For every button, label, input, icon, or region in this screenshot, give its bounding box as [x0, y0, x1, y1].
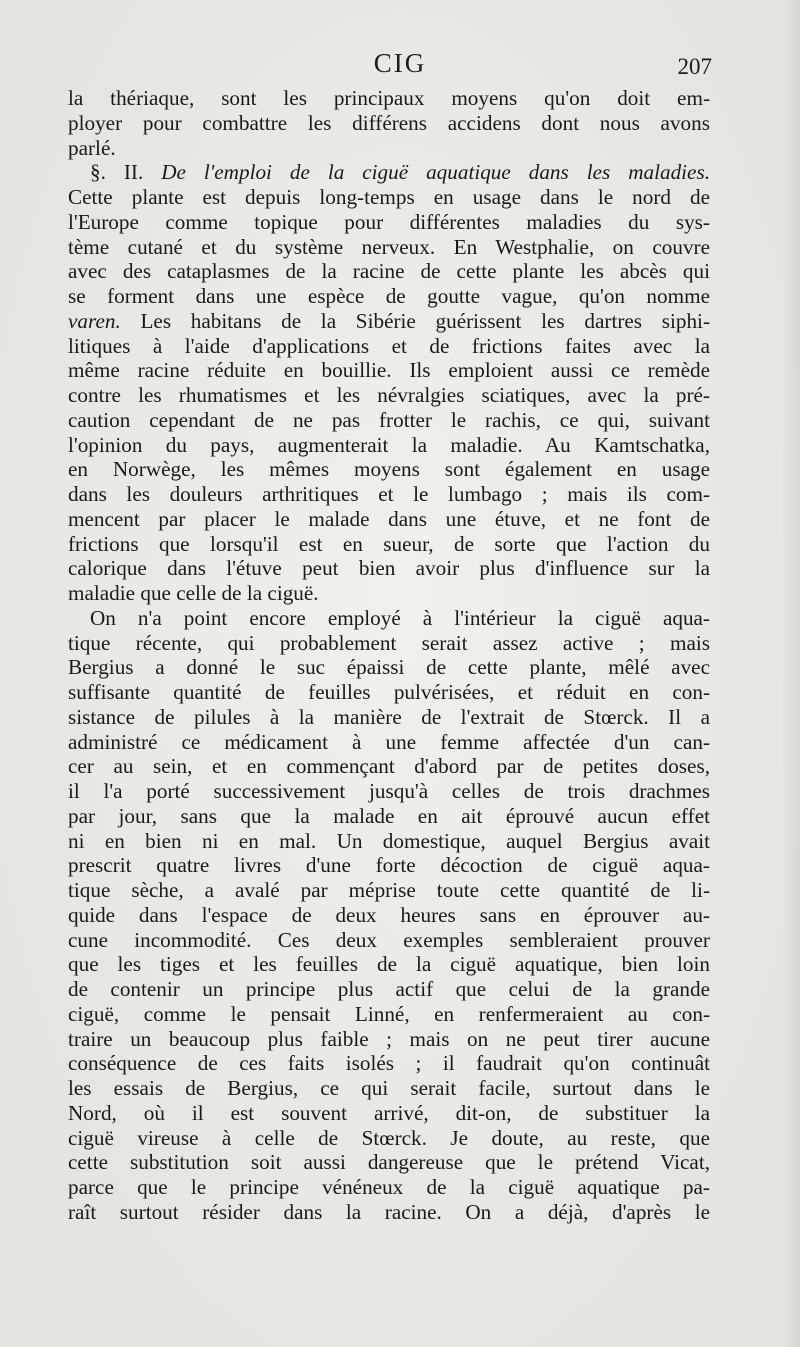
- text-line: parce que le principe vénéneux de la ciguë aquatique pa-: [68, 1175, 710, 1199]
- text-line: tème cutané et du système nerveux. En Westphalie, on couvre: [68, 234, 710, 259]
- text-line: la thériaque, sont les principaux moyens qu'on doit em-: [68, 86, 710, 110]
- text-line: caution cependant de ne pas frotter le rachis, ce qui, suivant: [68, 407, 710, 432]
- page-header: [0, 48, 800, 88]
- text-line: dans les douleurs arthritiques et le lumbago ; mais ils com-: [68, 482, 710, 506]
- text-line: cune incommodité. Ces deux exemples sembleraient prouver: [68, 927, 710, 952]
- text-line: [68, 309, 710, 334]
- text-line: il l'a porté successivement jusqu'à celles de trois drachmes: [68, 779, 710, 803]
- text-line: de contenir un principe plus actif que celui de la grande: [68, 977, 710, 1001]
- text-line: en Norwège, les mêmes moyens sont également en usage: [68, 457, 710, 482]
- text-line: les essais de Bergius, ce qui serait facile, surtout dans le: [68, 1076, 710, 1100]
- text-line: conséquence de ces faits isolés ; il faudrait qu'on continuât: [68, 1051, 710, 1076]
- text-line: contre les rhumatismes et les névralgies sciatiques, avec la pré-: [68, 383, 710, 407]
- text-line: calorique dans l'étuve peut bien avoir plus d'influence sur la: [68, 556, 710, 581]
- text-line: On n'a point encore employé à l'intérieur la ciguë aqua-: [90, 605, 710, 630]
- text-line: sistance de pilules à la manière de l'extrait de Stœrck. Il a: [68, 704, 710, 729]
- text-line: ployer pour combattre les différens accidens dont nous avons: [68, 110, 710, 135]
- text-line: l'Europe comme topique pour différentes maladies du sys-: [68, 209, 710, 234]
- text-line: se forment dans une espèce de goutte vague, qu'on nomme: [68, 284, 710, 308]
- italic-term: varen.: [68, 308, 121, 333]
- text-line: même racine réduite en bouillie. Ils emploient aussi ce remède: [68, 358, 710, 383]
- section-heading: [68, 160, 710, 185]
- text-fragment: Les habitans de la Sibérie guérissent les dartres siphi-: [140, 308, 710, 333]
- page-body-text: [68, 86, 710, 1225]
- text-line: l'opinion du pays, augmenterait la maladie. Au Kamtschatka,: [68, 432, 710, 457]
- text-line: ciguë vireuse à celle de Stœrck. Je doute, au reste, que: [68, 1125, 710, 1150]
- page-edge-shadow: [782, 0, 800, 1347]
- text-line: litiques à l'aide d'applications et de frictions faites avec la: [68, 333, 710, 358]
- text-line: cette substitution soit aussi dangereuse que le prétend Vicat,: [68, 1150, 710, 1175]
- text-line: quide dans l'espace de deux heures sans en éprouver au-: [68, 902, 710, 927]
- text-line: tique récente, qui probablement serait assez active ; mais: [68, 630, 710, 655]
- text-line: mencent par placer le malade dans une étuve, et ne font de: [68, 506, 710, 531]
- text-line: que les tiges et les feuilles de la ciguë aquatique, bien loin: [68, 952, 710, 977]
- text-line: ni en bien ni en mal. Un domestique, auquel Bergius avait: [68, 828, 710, 853]
- text-line: Bergius a donné le suc épaissi de cette plante, mêlé avec: [68, 655, 710, 680]
- text-line: cer au sein, et en commençant d'abord par de petites doses,: [68, 754, 710, 779]
- text-line: par jour, sans que la malade en ait éprouvé aucun effet: [68, 803, 710, 828]
- text-line: raît surtout résider dans la racine. On a déjà, d'après le: [68, 1199, 710, 1224]
- running-head: CIG: [373, 48, 427, 78]
- text-line: parlé.: [68, 135, 116, 160]
- text-line: maladie que celle de la ciguë.: [68, 581, 319, 605]
- text-line: traire un beaucoup plus faible ; mais on ne peut tirer aucune: [68, 1026, 710, 1051]
- text-line: frictions que lorsqu'il est en sueur, de sorte que l'action du: [68, 531, 710, 556]
- text-line: Nord, où il est souvent arrivé, dit-on, de substituer la: [68, 1100, 710, 1125]
- section-number: §. II.: [90, 160, 144, 185]
- text-line: avec des cataplasmes de la racine de cette plante les abcès qui: [68, 259, 710, 284]
- text-line: suffisante quantité de feuilles pulvérisées, et réduit en con-: [68, 680, 710, 704]
- text-line: ciguë, comme le pensait Linné, en renfermeraient au con-: [68, 1001, 710, 1026]
- text-line: tique sèche, a avalé par méprise toute cette quantité de li-: [68, 878, 710, 902]
- text-line: administré ce médicament à une femme affectée d'un can-: [68, 729, 710, 754]
- text-line: prescrit quatre livres d'une forte décoction de ciguë aqua-: [68, 853, 710, 878]
- section-title: De l'emploi de la ciguë aquatique dans les maladies.: [161, 160, 710, 185]
- page-number: 207: [677, 54, 712, 79]
- text-line: Cette plante est depuis long-temps en usage dans le nord de: [68, 185, 710, 209]
